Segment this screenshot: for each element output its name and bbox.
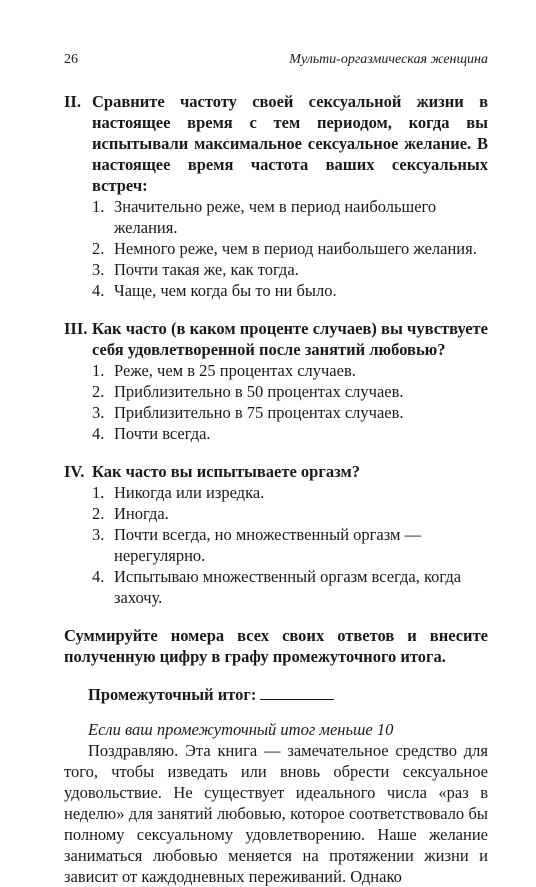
answer-option: 1. Значительно реже, чем в период наибольшего желания.	[92, 197, 437, 237]
body-paragraph: Поздравляю. Эта книга — замечательное средство для того, чтобы изведать или вновь обрести сексуальное удовольствие. Не существует идеального числа «раз в неделю» для занятий любовью, которое соответствовало бы полному сексуальному удовлетворению. Наше желание заниматься любовью меняется на протяжении жизни и зависит от каждодневных переживаний. Однако	[64, 740, 488, 886]
answer-option: 1. Никогда или изредка.	[92, 483, 265, 502]
subtotal-label: Промежуточный итог:	[88, 684, 257, 704]
page-number: 26	[64, 52, 78, 67]
summary-instruction: Суммируйте номера всех своих ответов и внесите полученную цифру в графу промежуточного итога.	[64, 626, 488, 666]
subtotal-line	[64, 684, 488, 705]
question-text: Как часто (в каком проценте случаев) вы чувствуете себя удовлетворенной после занятий любовью?	[92, 319, 488, 359]
question-2	[64, 91, 488, 301]
answer-option: 2. Приблизительно в 50 процентах случаев.	[92, 382, 404, 401]
question-4	[64, 461, 488, 608]
answer-options	[64, 196, 488, 301]
question-3	[64, 318, 488, 444]
answer-option: 1. Реже, чем в 25 процентах случаев.	[92, 361, 356, 380]
question-text: Сравните частоту своей сексуальной жизни в настоящее время с тем периодом, когда вы испытывали максимальное сексуальное желание. В настоящее время частота ваших сексуальных встреч:	[92, 92, 488, 195]
answer-option: 3. Почти всегда, но множественный оргазм — нерегулярно.	[92, 525, 422, 565]
answer-options	[64, 482, 488, 608]
answer-option: 4. Испытываю множественный оргазм всегда, когда захочу.	[92, 567, 462, 607]
answer-option: 4. Чаще, чем когда бы то ни было.	[92, 281, 337, 300]
answer-option: 2. Иногда.	[92, 504, 169, 523]
answer-option: 3. Почти такая же, как тогда.	[92, 260, 299, 279]
question-number: IV.	[64, 462, 85, 481]
book-page	[64, 52, 488, 887]
running-header	[64, 52, 488, 74]
question-text: Как часто вы испытываете оргазм?	[92, 462, 360, 481]
subtotal-blank	[260, 684, 334, 700]
answer-option: 3. Приблизительно в 75 процентах случаев.	[92, 403, 404, 422]
question-number: II.	[64, 92, 81, 111]
answer-option: 4. Почти всегда.	[92, 424, 211, 443]
question-number: III.	[64, 319, 88, 338]
answer-option: 2. Немного реже, чем в период наибольшего желания.	[92, 239, 477, 258]
answer-options	[64, 360, 488, 444]
book-title: Мульти-оргазмическая женщина	[289, 52, 488, 67]
section-heading: Если ваш промежуточный итог меньше 10	[88, 719, 394, 739]
